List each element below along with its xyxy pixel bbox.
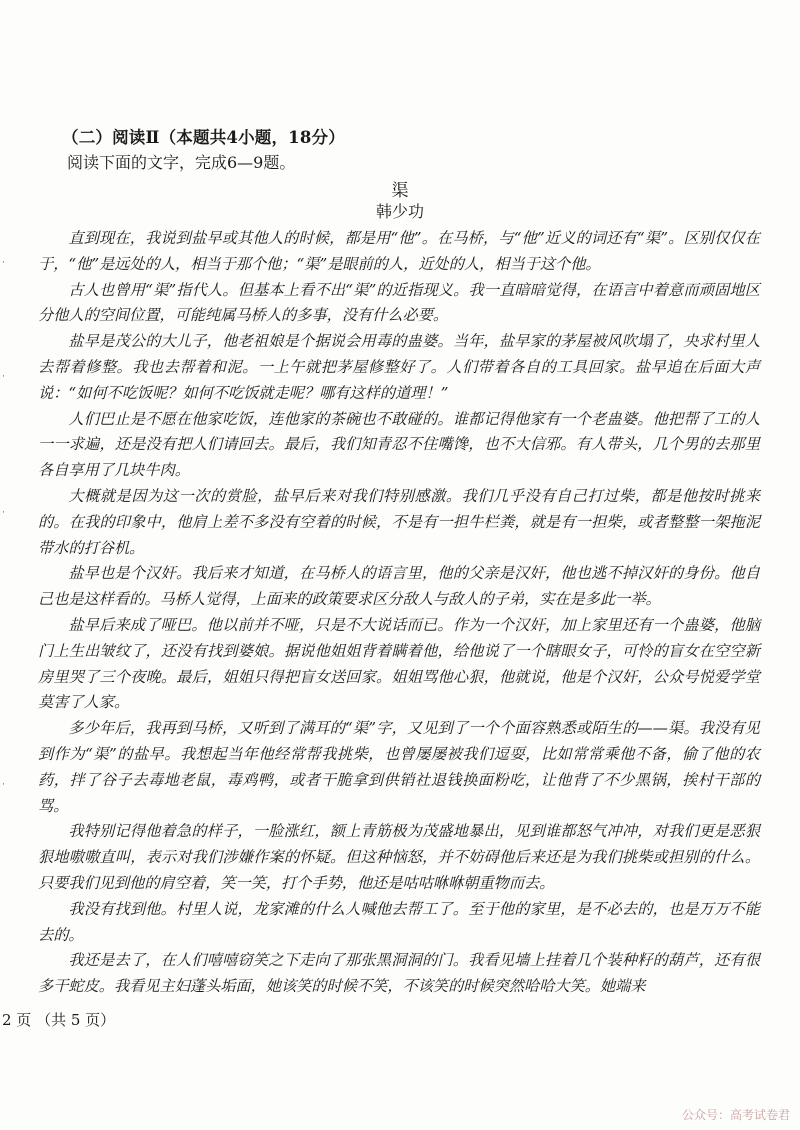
margin-dot: · — [2, 258, 5, 268]
paragraph-3: 盐早是茂公的大儿子，他老祖娘是个据说会用毒的蛊婆。当年，盐早家的茅屋被风吹塌了，央求村里人去帮着修整。我也去帮着和泥。一上午就把茅屋修整好了。人们带着各自的工具回家。盐早追在后面大声说：“如何不吃饭呢？如何不吃饭就走呢？哪有这样的道理！” — [38, 332, 760, 402]
section-heading: （二）阅读Ⅱ（本题共4小题，18分） — [62, 128, 345, 147]
paragraph-6: 盐早也是个汉奸。我后来才知道，在马桥人的语言里，他的父亲是汉奸，他也逃不掉汉奸的身份。他自己也是这样看的。马桥人觉得，上面来的政策要求区分敌人与敌人的子弟，实在是多此一举。 — [38, 564, 760, 609]
paragraph-10: 我没有找到他。村里人说，龙家滩的什么人喊他去帮工了。至于他的家里，是不必去的，也是万万不能去的。 — [38, 899, 760, 944]
paragraph-2: 古人也曾用“渠”指代人。但基本上看不出“渠”的近指现义。我一直暗暗觉得，在语言中着意而顽固地区分他人的空间位置，可能纯属马桥人的多事，没有什么必要。 — [38, 280, 760, 325]
paragraph-4: 人们巴止是不愿在他家吃饭，连他家的茶碗也不敢碰的。谁都记得他家有一个老蛊婆。他把帮了工的人一一求遍，还是没有把人们请回去。最后，我们知青忍不住嘴馋，也不大信邪。有人带头，几个男的去那里各自享用了几块牛肉。 — [38, 409, 760, 480]
margin-dot: · — [2, 508, 5, 518]
paragraph-11: 我还是去了，在人们嘻嘻窃笑之下走向了那张黑洞洞的门。我看见墙上挂着几个装种籽的葫芦，还有很多干蛇皮。我看见主妇蓬头垢面，她该笑的时候不笑，不该笑的时候突然哈哈大笑。她端来 — [38, 951, 760, 996]
paragraph-9: 我特别记得他着急的样子，一脸涨红，额上青筋极为茂盛地暴出，见到谁都怒气冲冲，对我们更是恶狠狠地嗷嗷直叫，表示对我们涉嫌作案的怀疑。但这种恼怒，并不妨碍他后来还是为我们挑柴或担别的什么。只要我们见到他的肩空着，笑一笑，打个手势，他还是咕咕咻咻朝重物而去。 — [38, 822, 760, 892]
article-body — [38, 226, 760, 1000]
paragraph-1: 直到现在，我说到盐早或其他人的时候，都是用“他”。在马桥，与“他”近义的词还有“渠”。区别仅仅在于，“他”是远处的人，相当于那个他；“渠”是眼前的人，近处的人，相当于这个他。 — [38, 229, 760, 273]
article-title: 渠 — [391, 181, 409, 201]
watermark-text: 公众号：高考试卷君 — [681, 1108, 790, 1122]
article-author: 韩少功 — [375, 202, 424, 221]
paragraph-7: 盐早后来成了哑巴。他以前并不哑，只是不大说话而已。作为一个汉奸，加上家里还有一个蛊婆，他脑门上生出皱纹了，还没有找到婆娘。据说他姐姐背着瞒着他，给他说了一个瞎眼女子，可怜的盲女在空空新房里哭了三个夜晚。最后，姐姐只得把盲女送回家。姐姐骂他心狠，他就说，他是个汉奸，公众号悦爱学堂 莫害了人家。 — [38, 615, 760, 712]
reading-instruction: 阅读下面的文字，完成6—9题。 — [67, 153, 296, 172]
paragraph-5: 大概就是因为这一次的赏脸，盐早后来对我们特别感激。我们几乎没有自己打过柴，都是他按时挑来的。在我的印象中，他肩上差不多没有空着的时候，不是有一担牛栏粪，就是有一担柴，或者整整一架拖泥带水的打谷机。 — [38, 486, 760, 557]
paragraph-8: 多少年后，我再到马桥，又听到了满耳的“渠”字，又见到了一个个面容熟悉或陌生的——渠。我没有见到作为“渠”的盐早。我想起当年他经常帮我挑柴，也曾屡屡被我们逗耍，比如常常乘他不备，偷了他的农药，拌了谷子去毒地老鼠，毒鸡鸭，或者干脆拿到供销社退钱换面粉吃，让他背了不少黑锅，挨村干部的骂。 — [38, 719, 760, 815]
margin-dot: · — [2, 780, 5, 790]
margin-dot: · — [2, 372, 5, 382]
page-number-footer: 2 页 （共 5 页） — [2, 1011, 116, 1029]
